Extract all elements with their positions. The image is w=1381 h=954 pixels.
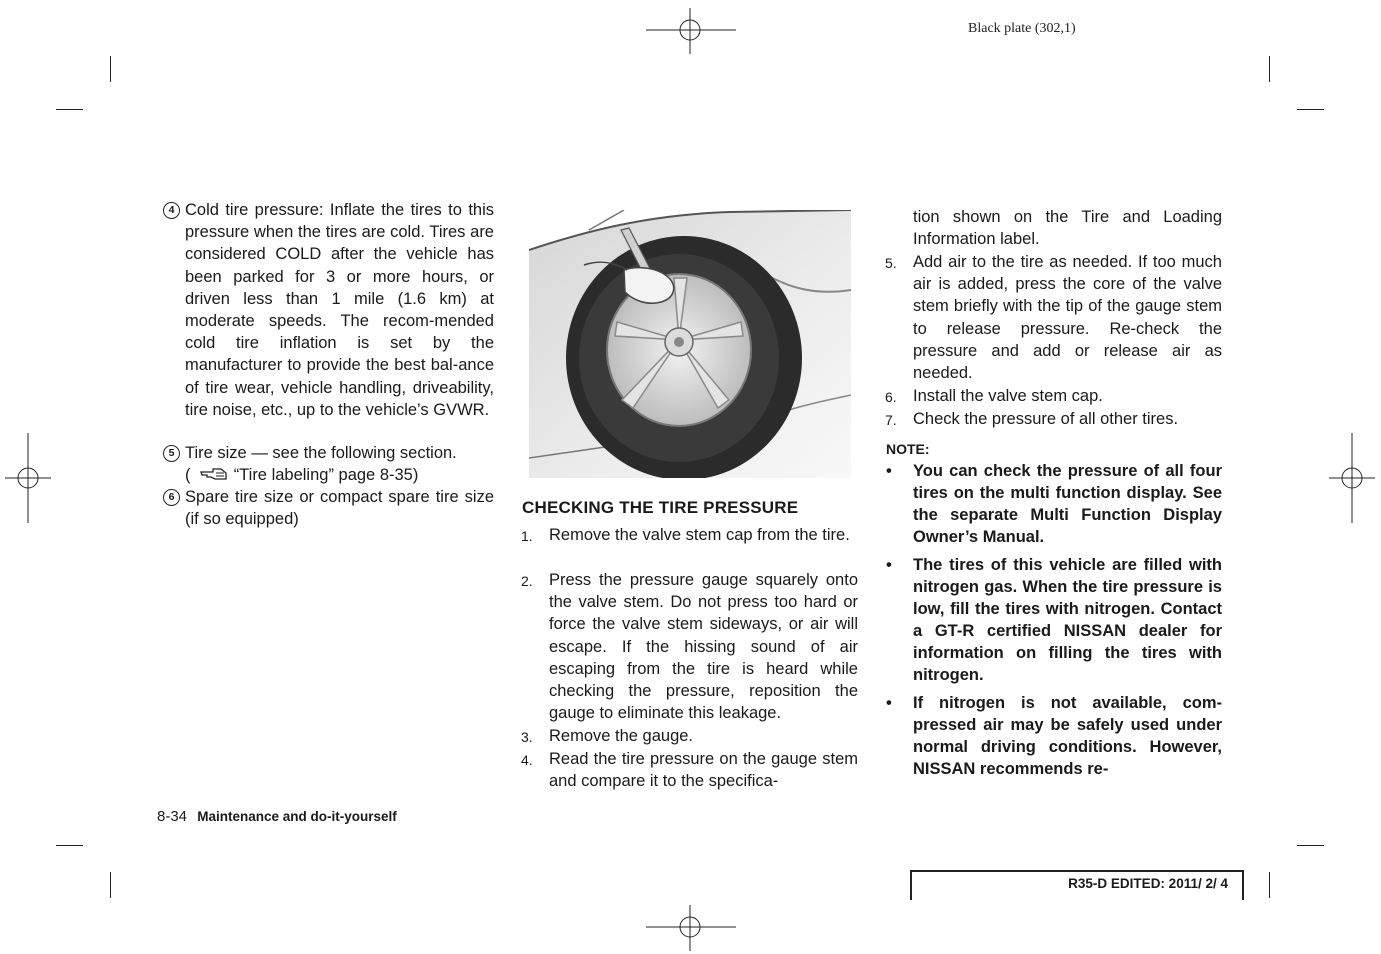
- step-item: [521, 524, 858, 546]
- crop-mark: [1269, 56, 1270, 82]
- crosshair-icon: [646, 905, 736, 951]
- page-number: 8-34: [157, 808, 188, 825]
- pointing-hand-icon: [199, 466, 229, 482]
- crop-mark: [1269, 872, 1270, 898]
- crosshair-icon: [5, 433, 51, 523]
- item-text: Cold tire pressure: Inflate the tires to this pressure when the tires are cold. Tires are considered COLD after the vehicle has been parked for 3 or more hours, or driven less than 1 mile (1.6 km) at moderate speeds. The recom-mended cold tire inflation is set by the manufacturer to provide the best bal-ance of tire wear, vehicle handling, driveability, tire noise, etc., up to the vehicle’s GVWR.: [185, 201, 494, 419]
- step-number: 2.: [521, 573, 533, 589]
- note-text: If nitrogen is not available, com-pressed air may be safely used under normal driving conditions. However, NISSAN recommends re-: [913, 694, 1222, 778]
- step-number: 6.: [885, 389, 897, 405]
- crop-mark: [56, 845, 83, 846]
- crop-mark: [1297, 109, 1324, 110]
- step-item: [521, 725, 858, 747]
- crop-mark: [110, 872, 111, 898]
- item-text: Spare tire size or compact spare tire size (if so equipped): [185, 488, 494, 529]
- item-text: Tire size — see the following section.: [185, 444, 457, 462]
- step-continuation: tion shown on the Tire and Loading Information label.: [913, 208, 1222, 249]
- edited-text: R35-D EDITED: 2011/ 2/ 4: [1068, 876, 1228, 891]
- circled-number: 5: [163, 445, 180, 462]
- crop-mark: [1297, 845, 1324, 846]
- note-title: NOTE:: [886, 441, 930, 457]
- note-item: [886, 460, 1222, 548]
- bullet-dot: •: [886, 556, 892, 574]
- bullet-dot: •: [886, 694, 892, 712]
- step-item: [885, 251, 1222, 384]
- ref-text[interactable]: “Tire labeling” page 8-35): [233, 466, 419, 485]
- crosshair-icon: [646, 8, 736, 54]
- crop-mark: [110, 56, 111, 82]
- circled-number: 6: [163, 489, 180, 506]
- step-text: Remove the gauge.: [549, 727, 694, 745]
- tire-pressure-check-illustration: [529, 210, 851, 478]
- section-heading: CHECKING THE TIRE PRESSURE: [522, 498, 799, 517]
- step-number: 3.: [521, 729, 533, 745]
- circled-number: 4: [163, 202, 180, 219]
- crop-mark: [56, 109, 83, 110]
- page-footer: [157, 808, 397, 825]
- note-item: [886, 554, 1222, 686]
- step-text: Add air to the tire as needed. If too much air is added, press the core of the valve stem briefly with the tip of the gauge stem to release pressure. Re-check the pressure and add or release air as needed.: [913, 253, 1222, 383]
- step-item: [521, 748, 858, 792]
- section-title: Maintenance and do-it-yourself: [197, 809, 397, 824]
- step-number: 4.: [521, 752, 533, 768]
- plate-label: Black plate (302,1): [968, 21, 1076, 36]
- step-text: Check the pressure of all other tires.: [913, 410, 1179, 428]
- step-text: Press the pressure gauge squarely onto the valve stem. Do not press too hard or force the valve stem sideways, or air will escape. If the hissing sound of air escaping from the tire is heard while checking the pressure, reposition the gauge to eliminate this leakage.: [549, 571, 858, 723]
- step-item: [885, 408, 1222, 430]
- ref-open: (: [185, 466, 191, 485]
- step-number: 5.: [885, 255, 897, 271]
- edited-stamp: [910, 870, 1244, 900]
- crosshair-icon: [1329, 433, 1375, 523]
- step-text: Remove the valve stem cap from the tire.: [549, 526, 850, 544]
- list-item: [168, 442, 494, 486]
- step-number: 7.: [885, 412, 897, 428]
- note-text: The tires of this vehicle are filled with nitrogen gas. When the tire pressure is low, fill the tires with nitrogen. Contact a GT-R certified NISSAN dealer for information on filling the tires with nitrogen.: [913, 556, 1222, 684]
- step-item: [885, 385, 1222, 407]
- step-item: [521, 569, 858, 724]
- bullet-dot: •: [886, 462, 892, 480]
- note-item: [886, 692, 1222, 780]
- step-number: 1.: [521, 528, 533, 544]
- step-text: Read the tire pressure on the gauge stem and compare it to the specifica-: [549, 750, 858, 791]
- step-text: Install the valve stem cap.: [913, 387, 1103, 405]
- note-text: You can check the pressure of all four tires on the multi function display. See the separate Multi Function Display Owner’s Manual.: [913, 462, 1222, 546]
- list-item: [168, 486, 494, 530]
- list-item: [168, 199, 494, 421]
